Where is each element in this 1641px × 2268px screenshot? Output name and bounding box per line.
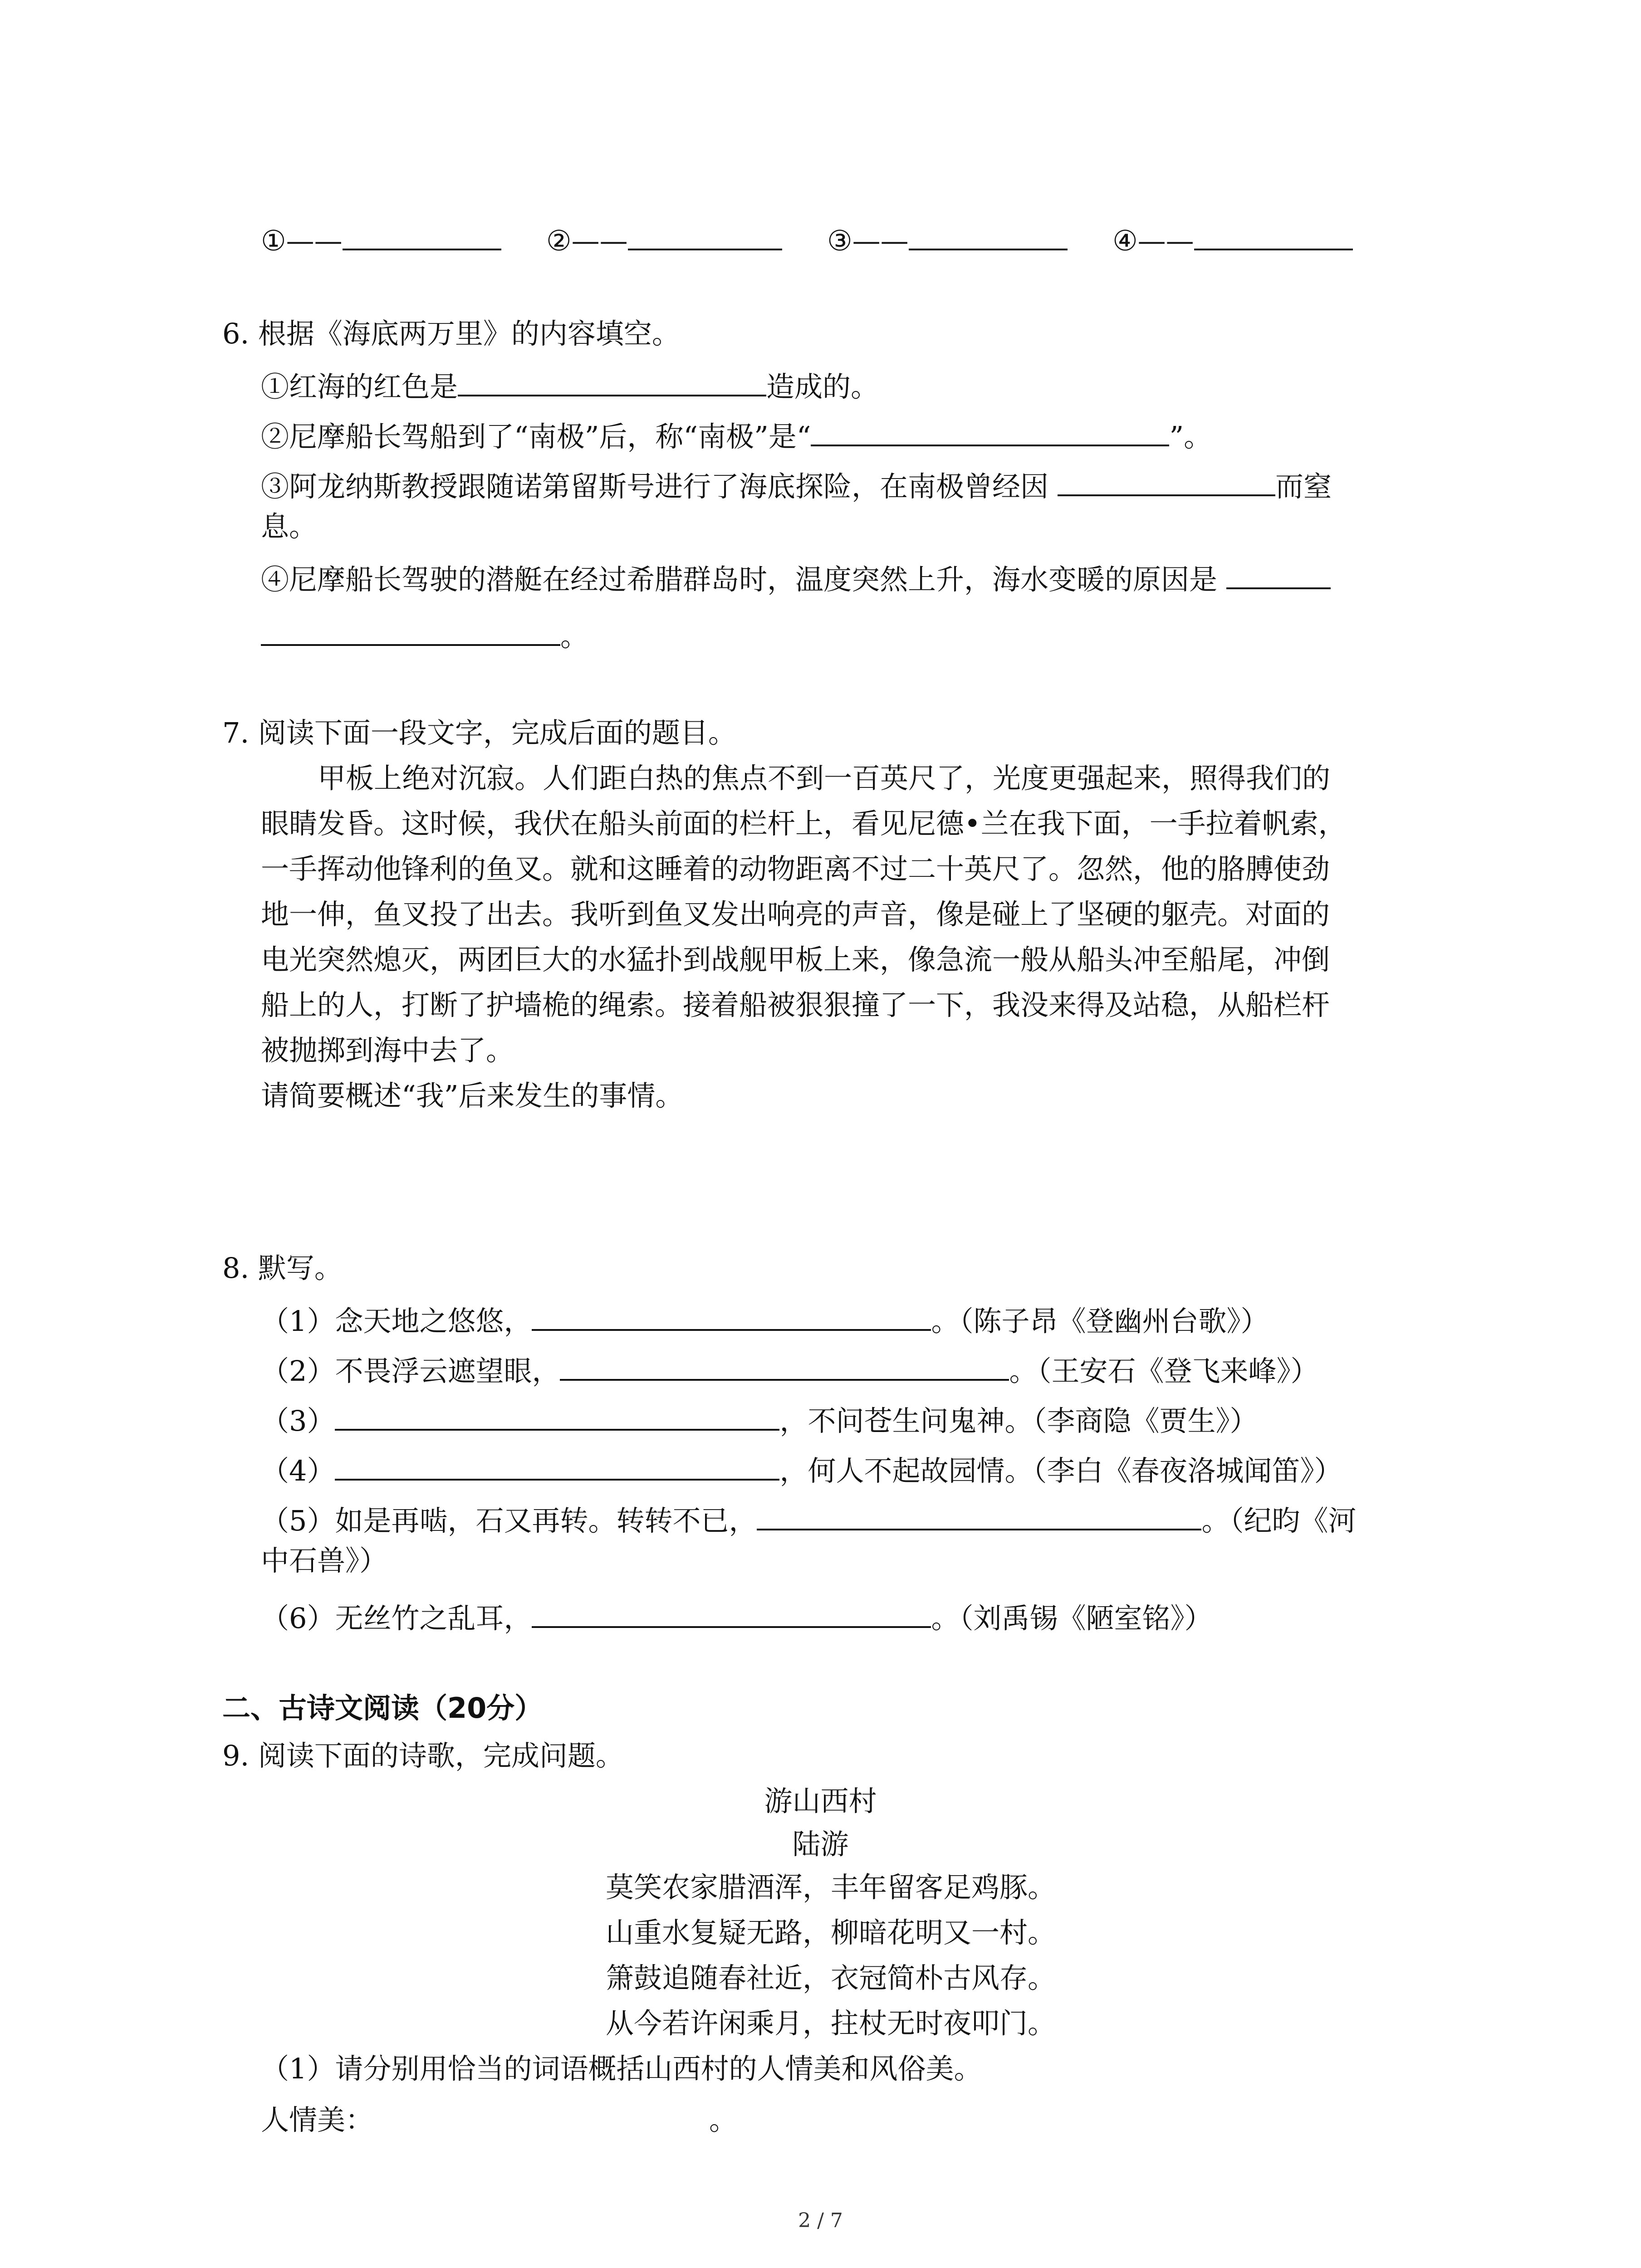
q8-l4-text: （4） <box>261 1454 335 1487</box>
q5-blank-1[interactable] <box>343 217 501 250</box>
q6-l3-text: ③阿龙纳斯教授跟随诺第留斯号进行了海底探险，在南极曾经因 <box>261 470 1049 503</box>
q9-answer-field[interactable] <box>373 2098 709 2130</box>
q8-line-6 <box>261 1594 1212 1639</box>
q5-blank-2[interactable] <box>628 217 782 250</box>
q6-l3-cont: 息。 <box>261 510 318 543</box>
q8-blank-4[interactable] <box>335 1447 779 1481</box>
q5-item-3: ③—— <box>827 224 909 257</box>
q5-blank-3[interactable] <box>909 217 1068 250</box>
q7-question: 请简要概述“我”后来发生的事情。 <box>261 1079 684 1112</box>
q9-stem: 9. 阅读下面的诗歌，完成问题。 <box>222 1739 624 1772</box>
poem-title: 游山西村 <box>764 1784 877 1818</box>
q8-l6-end: 。（刘禹锡《陋室铭》） <box>931 1602 1213 1635</box>
q8-line-2 <box>261 1347 1318 1392</box>
q8-l3-text: （3） <box>261 1404 335 1437</box>
q8-line-4 <box>261 1447 1342 1492</box>
q7-para-line-3: 一手挥动他锋利的鱼叉。就和这睡着的动物距离不过二十英尺了。忽然，他的胳膊使劲 <box>261 852 1330 885</box>
page-number: 2 / 7 <box>798 2209 843 2232</box>
q8-l5-text: （5）如是再啮，石又再转。转转不已， <box>261 1504 757 1537</box>
q6-line-1 <box>261 363 879 408</box>
q5-answer-row <box>261 217 1353 262</box>
q5-blank-4[interactable] <box>1194 217 1353 250</box>
q8-l3-end: ，不问苍生问鬼神。（李商隐《贾生》） <box>779 1404 1258 1437</box>
q8-l1-text: （1）念天地之悠悠， <box>261 1305 532 1338</box>
q5-item-2: ②—— <box>546 224 628 257</box>
q8-l4-end: ，何人不起故园情。（李白《春夜洛城闻笛》） <box>779 1454 1342 1487</box>
q8-blank-1[interactable] <box>532 1297 931 1331</box>
q6-l2-end: ”。 <box>1169 420 1212 453</box>
q6-l4-end: 。 <box>560 620 589 653</box>
q9-answer-end: 。 <box>709 2103 738 2136</box>
q6-line-3 <box>261 463 1332 508</box>
q7-para-line-1: 甲板上绝对沉寂。人们距白热的焦点不到一百英尺了，光度更强起来，照得我们的 <box>318 762 1331 795</box>
q7-para-line-7: 被抛掷到海中去了。 <box>261 1034 514 1067</box>
q8-line-1 <box>261 1297 1269 1342</box>
q9-sub-1: （1）请分别用恰当的词语概括山西村的人情美和风俗美。 <box>261 2052 982 2085</box>
q8-l2-end: 。（王安石《登飞来峰》） <box>1009 1354 1319 1388</box>
q6-stem: 6. 根据《海底两万里》的内容填空。 <box>222 317 680 350</box>
q8-l2-text: （2）不畏浮云遮望眼， <box>261 1354 560 1388</box>
q5-item-4: ④—— <box>1112 224 1194 257</box>
q6-l2-text: ②尼摩船长驾船到了“南极”后，称“南极”是“ <box>261 420 811 453</box>
q6-line-4 <box>261 556 1331 601</box>
q8-blank-6[interactable] <box>532 1594 931 1628</box>
q7-para-line-5: 电光突然熄灭，两团巨大的水猛扑到战舰甲板上来，像急流一般从船头冲至船尾，冲倒 <box>261 943 1330 976</box>
q8-l1-end: 。（陈子昂《登幽州台歌》） <box>931 1305 1269 1338</box>
q8-l5-end: 。（纪昀《河 <box>1201 1504 1357 1537</box>
q8-line-5 <box>261 1497 1356 1542</box>
q8-blank-5[interactable] <box>757 1497 1201 1530</box>
q7-stem: 7. 阅读下面一段文字，完成后面的题目。 <box>222 716 736 749</box>
q8-stem: 8. 默写。 <box>222 1251 343 1285</box>
q6-line-2 <box>261 413 1212 458</box>
q6-l3-end: 而窒 <box>1275 470 1332 503</box>
q6-blank-4b[interactable] <box>261 612 560 646</box>
q9-answer-line <box>261 2098 737 2141</box>
q8-blank-3[interactable] <box>335 1397 779 1431</box>
poem-line-2: 山重水复疑无路，柳暗花明又一村。 <box>606 1916 1056 1949</box>
poem-author: 陆游 <box>792 1828 849 1861</box>
q7-para-line-6: 船上的人，打断了护墙桅的绳索。接着船被狠狠撞了一下，我没来得及站稳，从船栏杆 <box>261 988 1330 1022</box>
poem-line-4: 从今若许闲乘月，拄杖无时夜叩门。 <box>606 2007 1056 2040</box>
section-2-heading: 二、古诗文阅读（20分） <box>222 1691 543 1725</box>
q6-line-4-cont <box>261 612 588 657</box>
q8-blank-2[interactable] <box>560 1347 1009 1381</box>
q6-blank-2[interactable] <box>811 413 1169 446</box>
poem-line-1: 莫笑农家腊酒浑，丰年留客足鸡豚。 <box>606 1871 1056 1904</box>
q6-l4-text: ④尼摩船长驾驶的潜艇在经过希腊群岛时，温度突然上升，海水变暖的原因是 <box>261 563 1218 596</box>
q6-l1-end: 造成的。 <box>766 370 879 403</box>
q6-blank-1[interactable] <box>458 363 766 396</box>
q9-answer-label: 人情美： <box>261 2103 374 2136</box>
q6-blank-4a[interactable] <box>1226 556 1331 589</box>
q7-para-line-2: 眼睛发昏。这时候，我伏在船头前面的栏杆上，看见尼德•兰在我下面，一手拉着帆索， <box>261 807 1347 840</box>
q6-blank-3[interactable] <box>1058 463 1275 496</box>
q6-l1-text: ①红海的红色是 <box>261 370 458 403</box>
q8-line-3 <box>261 1397 1258 1442</box>
q5-item-1: ①—— <box>261 224 343 257</box>
q7-para-line-4: 地一伸，鱼叉投了出去。我听到鱼叉发出响亮的声音，像是碰上了坚硬的躯壳。对面的 <box>261 898 1330 931</box>
poem-line-3: 箫鼓追随春社近，衣冠简朴古风存。 <box>606 1961 1056 1994</box>
q8-l5-cont: 中石兽》） <box>261 1544 388 1577</box>
q8-l6-text: （6）无丝竹之乱耳， <box>261 1602 532 1635</box>
